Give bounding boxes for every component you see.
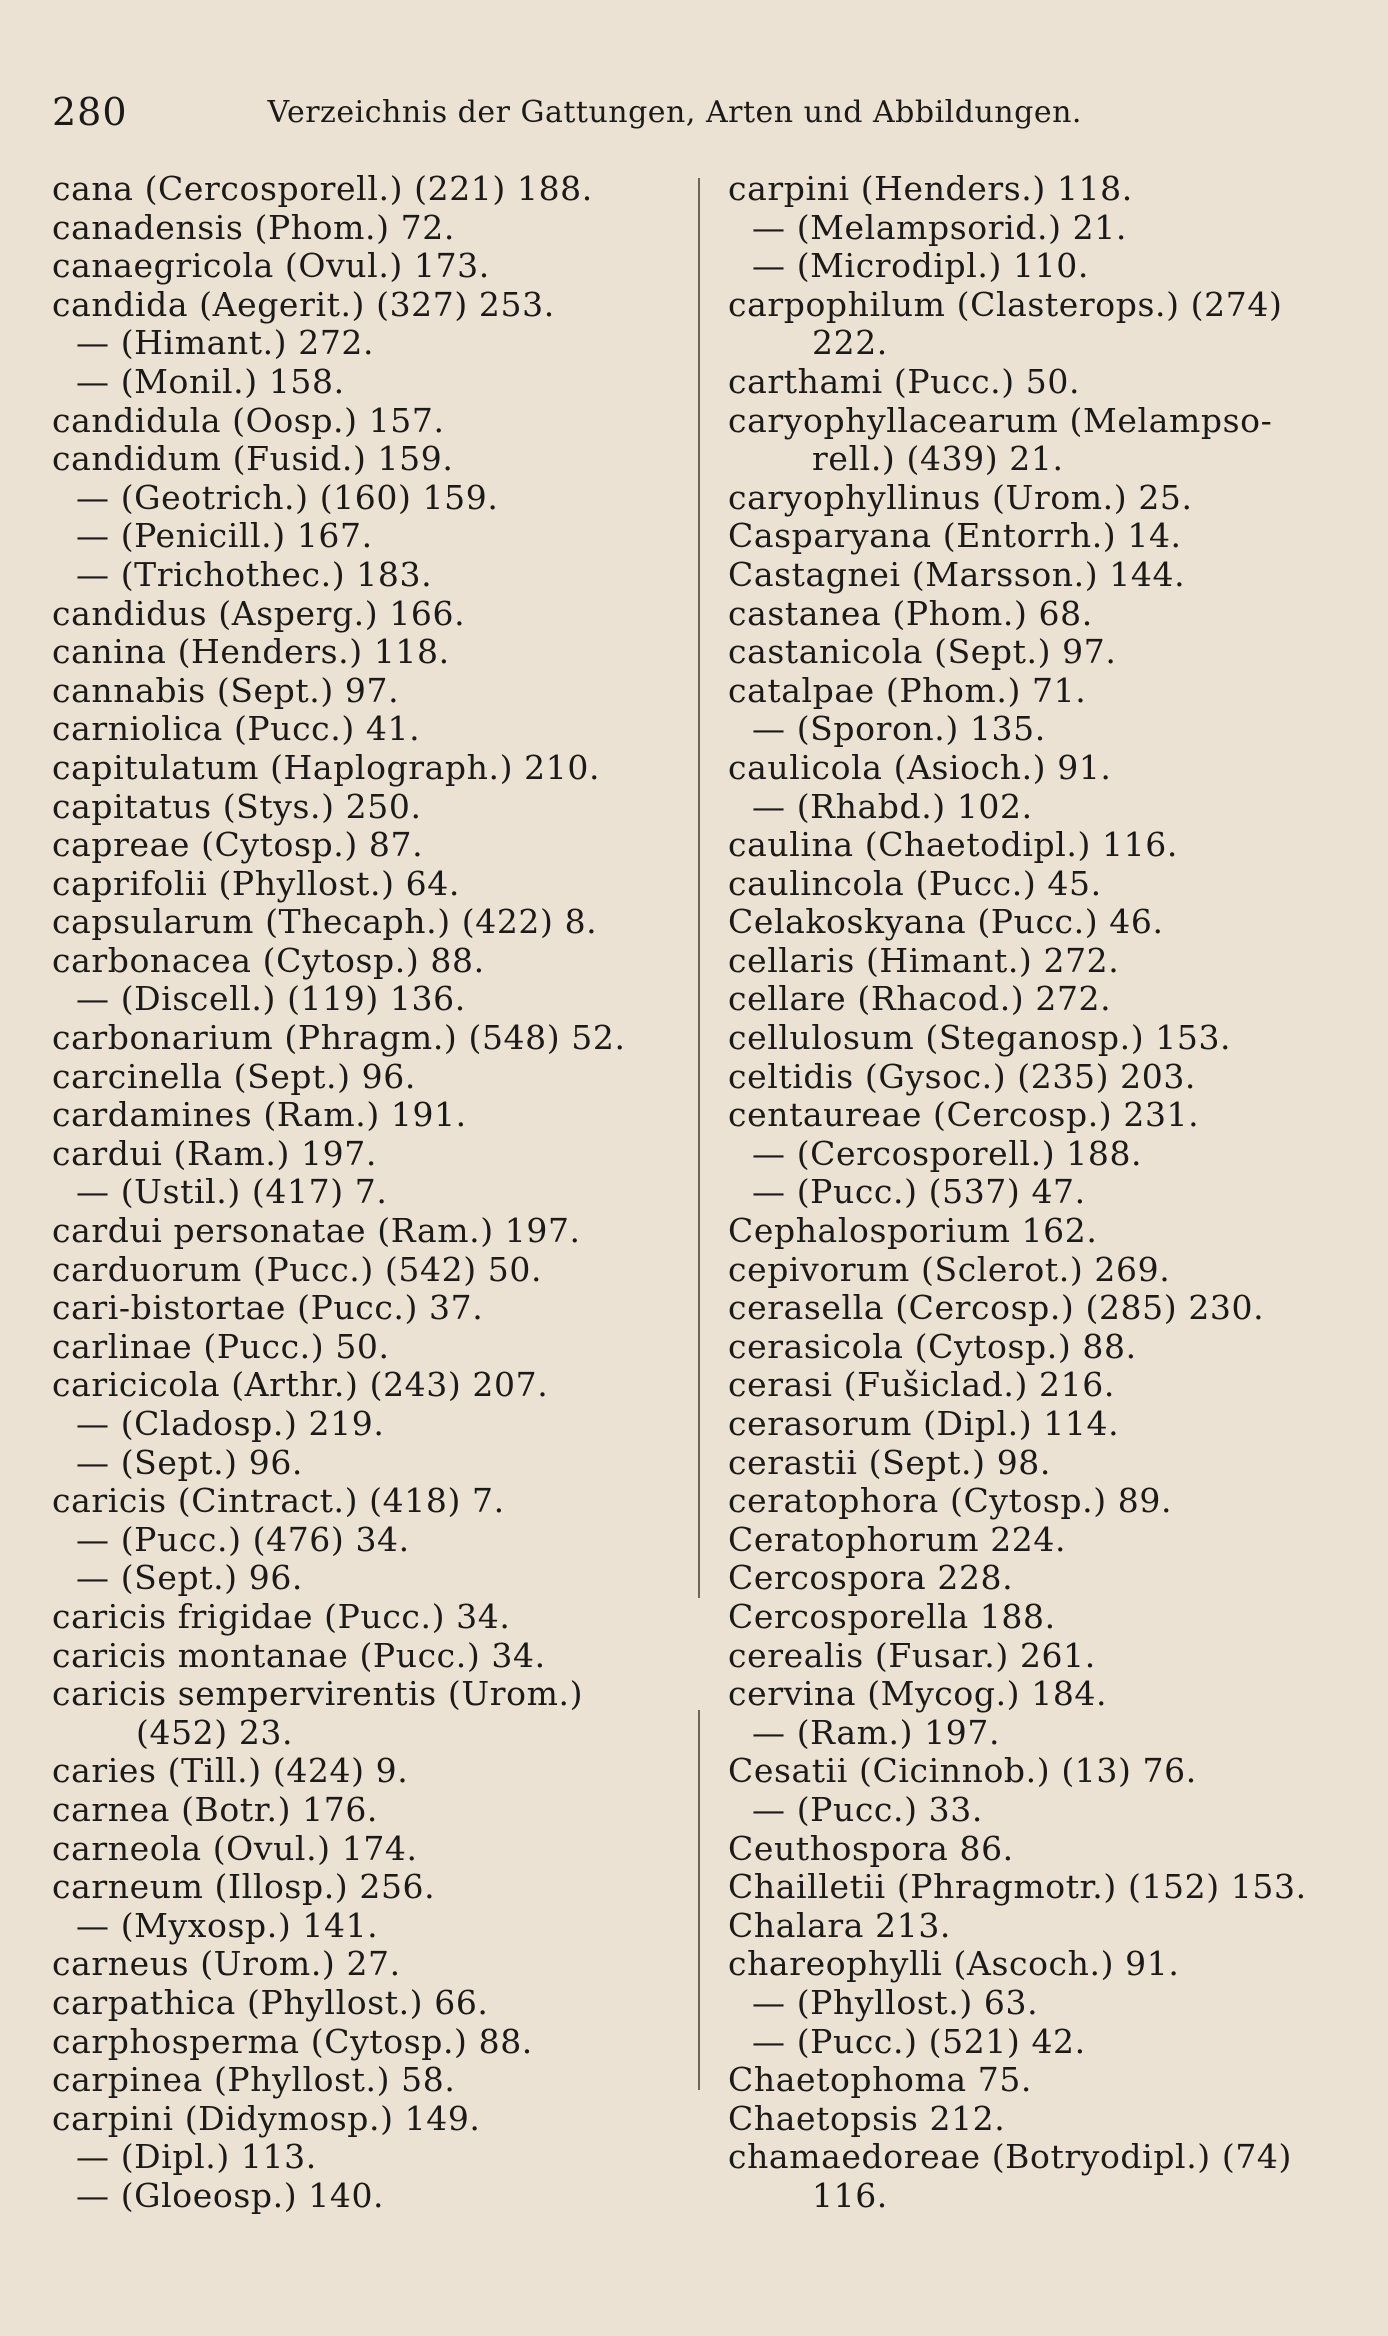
index-entry: Chaetopsis 212. — [728, 2098, 1006, 2138]
index-entry: chareophylli (Ascoch.) 91. — [728, 1944, 1180, 1984]
index-entry: carphosperma (Cytosp.) 88. — [52, 2021, 533, 2061]
index-entry: carneum (Illosp.) 256. — [52, 1867, 436, 1907]
index-entry: Chailletii (Phragmotr.) (152) 153. — [728, 1867, 1307, 1907]
index-entry: — (Microdipl.) 110. — [752, 246, 1089, 286]
column-divider-lower — [698, 1710, 700, 2090]
index-entry: carbonacea (Cytosp.) 88. — [52, 940, 485, 980]
index-entry: carduorum (Pucc.) (542) 50. — [52, 1249, 543, 1289]
column-divider-upper — [698, 178, 700, 1598]
index-entry: — (Myxosp.) 141. — [76, 1905, 379, 1945]
index-entry: capitulatum (Haplograph.) 210. — [52, 747, 601, 787]
index-entry: carnea (Botr.) 176. — [52, 1789, 379, 1829]
index-entry: carpophilum (Clasterops.) (274) — [728, 284, 1283, 324]
index-entry: — (Dipl.) 113. — [76, 2137, 317, 2177]
page-number: 280 — [52, 90, 128, 134]
index-entry: candidula (Oosp.) 157. — [52, 400, 445, 440]
index-entry: Cercosporella 188. — [728, 1596, 1056, 1636]
index-entry: Cephalosporium 162. — [728, 1211, 1098, 1251]
index-entry: — (Pucc.) 33. — [752, 1789, 983, 1829]
index-entry: cardui (Ram.) 197. — [52, 1133, 377, 1173]
index-entry-continuation: 222. — [812, 323, 888, 363]
index-entry: Cercospora 228. — [728, 1558, 1014, 1598]
index-entry: cellare (Rhacod.) 272. — [728, 979, 1112, 1019]
running-head: Verzeichnis der Gattungen, Arten und Abbildungen. — [267, 94, 1082, 130]
index-entry: caryophyllacearum (Melampso- — [728, 400, 1273, 440]
index-entry: catalpae (Phom.) 71. — [728, 670, 1087, 710]
index-entry: cerasi (Fušiclad.) 216. — [728, 1365, 1115, 1405]
index-entry: carneus (Urom.) 27. — [52, 1944, 401, 1984]
index-entry: carpini (Didymosp.) 149. — [52, 2098, 481, 2138]
index-entry: caricis montanae (Pucc.) 34. — [52, 1635, 546, 1675]
index-entry: carniolica (Pucc.) 41. — [52, 709, 421, 749]
index-column-right — [728, 170, 1353, 2215]
index-entry: — (Sept.) 96. — [76, 1558, 304, 1598]
index-entry: caprifolii (Phyllost.) 64. — [52, 863, 460, 903]
index-entry: — (Cladosp.) 219. — [76, 1404, 385, 1443]
index-entry: carbonarium (Phragm.) (548) 52. — [52, 1018, 626, 1058]
index-entry: canadensis (Phom.) 72. — [52, 207, 455, 247]
index-entry: canaegricola (Ovul.) 173. — [52, 246, 490, 286]
index-entry: candidus (Asperg.) 166. — [52, 593, 466, 633]
index-entry: — (Melampsorid.) 21. — [752, 207, 1127, 247]
index-entry: celtidis (Gysoc.) (235) 203. — [728, 1056, 1197, 1096]
index-entry: cerastii (Sept.) 98. — [728, 1442, 1051, 1482]
index-entry: cardamines (Ram.) 191. — [52, 1095, 467, 1135]
index-entry: capitatus (Stys.) 250. — [52, 786, 422, 826]
index-entry: caulincola (Pucc.) 45. — [728, 863, 1102, 903]
page-header — [52, 82, 1142, 142]
index-entry: Chaetophoma 75. — [728, 2060, 1033, 2100]
index-entry: caulina (Chaetodipl.) 116. — [728, 825, 1178, 865]
index-entry: carcinella (Sept.) 96. — [52, 1056, 416, 1096]
index-entry: — (Rhabd.) 102. — [752, 786, 1033, 826]
index-entry: centaureae (Cercosp.) 231. — [728, 1095, 1200, 1135]
index-entry: cerasella (Cercosp.) (285) 230. — [728, 1288, 1265, 1328]
index-entry: Casparyana (Entorrh.) 14. — [728, 516, 1182, 556]
index-entry: — (Monil.) 158. — [76, 361, 345, 401]
index-entry: Celakoskyana (Pucc.) 46. — [728, 902, 1164, 942]
index-entry: Chalara 213. — [728, 1905, 952, 1945]
index-entry: carthami (Pucc.) 50. — [728, 361, 1081, 401]
index-entry: cellulosum (Steganosp.) 153. — [728, 1018, 1232, 1058]
index-entry: — (Gloeosp.) 140. — [76, 2175, 385, 2215]
index-entry: caricicola (Arthr.) (243) 207. — [52, 1365, 549, 1405]
index-entry: — (Sporon.) 135. — [752, 709, 1046, 749]
index-entry: caricis sempervirentis (Urom.) — [52, 1674, 584, 1714]
index-entry: — (Trichothec.) 183. — [76, 554, 433, 594]
index-entry: ceratophora (Cytosp.) 89. — [728, 1481, 1173, 1521]
index-entry: castanea (Phom.) 68. — [728, 593, 1093, 633]
index-entry: Ceuthospora 86. — [728, 1828, 1014, 1868]
index-entry: cerasicola (Cytosp.) 88. — [728, 1326, 1137, 1366]
index-entry: caries (Till.) (424) 9. — [52, 1751, 409, 1791]
index-entry: — (Himant.) 272. — [76, 323, 375, 363]
index-entry: carpinea (Phyllost.) 58. — [52, 2060, 456, 2100]
index-entry: carneola (Ovul.) 174. — [52, 1828, 418, 1868]
index-entry: candidum (Fusid.) 159. — [52, 439, 454, 479]
index-entry: — (Discell.) (119) 136. — [76, 979, 466, 1019]
index-entry: carpathica (Phyllost.) 66. — [52, 1982, 489, 2022]
index-entry: Castagnei (Marsson.) 144. — [728, 554, 1186, 594]
index-entry: cardui personatae (Ram.) 197. — [52, 1211, 581, 1251]
index-entry: — (Ram.) 197. — [752, 1712, 1001, 1752]
index-entry: cellaris (Himant.) 272. — [728, 940, 1120, 980]
index-entry: — (Geotrich.) (160) 159. — [76, 477, 499, 517]
index-entry: Cesatii (Cicinnob.) (13) 76. — [728, 1751, 1197, 1791]
index-column-left — [52, 170, 692, 2215]
index-entry: cerasorum (Dipl.) 114. — [728, 1404, 1120, 1443]
index-entry: — (Cercosporell.) 188. — [752, 1133, 1143, 1173]
index-entry: caricis frigidae (Pucc.) 34. — [52, 1596, 511, 1636]
index-entry: chamaedoreae (Botryodipl.) (74) — [728, 2137, 1292, 2177]
index-entry: caryophyllinus (Urom.) 25. — [728, 477, 1193, 517]
index-entry-continuation: 116. — [812, 2175, 888, 2215]
index-entry: — (Pucc.) (537) 47. — [752, 1172, 1086, 1212]
index-entry: — (Penicill.) 167. — [76, 516, 373, 556]
index-entry: cepivorum (Sclerot.) 269. — [728, 1249, 1171, 1289]
index-entry: caulicola (Asioch.) 91. — [728, 747, 1112, 787]
index-entry: — (Sept.) 96. — [76, 1442, 304, 1482]
index-entry: canina (Henders.) 118. — [52, 632, 450, 672]
index-entry: carpini (Henders.) 118. — [728, 169, 1133, 208]
index-entry: caricis (Cintract.) (418) 7. — [52, 1481, 505, 1521]
index-entry-continuation: rell.) (439) 21. — [812, 439, 1064, 479]
index-entry: cervina (Mycog.) 184. — [728, 1674, 1108, 1714]
index-entry: capsularum (Thecaph.) (422) 8. — [52, 902, 598, 942]
index-entry: capreae (Cytosp.) 87. — [52, 825, 424, 865]
index-entry: candida (Aegerit.) (327) 253. — [52, 284, 555, 324]
index-entry: — (Pucc.) (476) 34. — [76, 1519, 410, 1559]
index-entry: cannabis (Sept.) 97. — [52, 670, 400, 710]
index-entry: castanicola (Sept.) 97. — [728, 632, 1117, 672]
index-entry: Ceratophorum 224. — [728, 1519, 1067, 1559]
index-entry: cari-bistortae (Pucc.) 37. — [52, 1288, 484, 1328]
index-entry: — (Phyllost.) 63. — [752, 1982, 1039, 2022]
index-entry: cana (Cercosporell.) (221) 188. — [52, 169, 593, 208]
index-entry: — (Pucc.) (521) 42. — [752, 2021, 1086, 2061]
index-entry: carlinae (Pucc.) 50. — [52, 1326, 390, 1366]
index-entry: — (Ustil.) (417) 7. — [76, 1172, 388, 1212]
index-entry-continuation: (452) 23. — [136, 1712, 294, 1752]
index-entry: cerealis (Fusar.) 261. — [728, 1635, 1096, 1675]
